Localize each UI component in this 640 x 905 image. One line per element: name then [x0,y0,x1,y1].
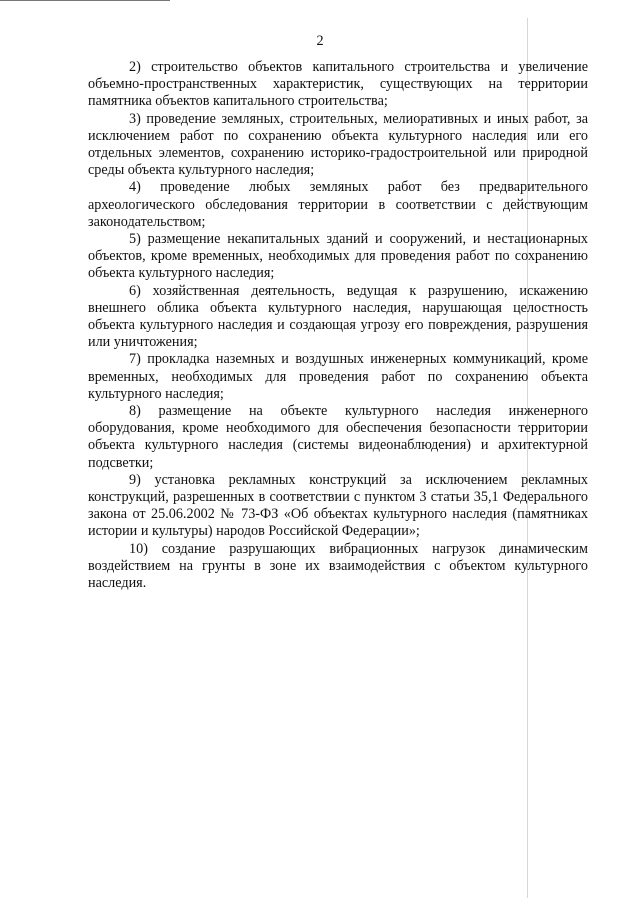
page-number: 2 [316,33,324,49]
paragraph-item-7: 7) прокладка наземных и воздушных инженерных коммуникаций, кроме временных, необходимых для проведения работ по сохранению объекта культурного наследия; [88,351,588,402]
paragraph-item-5: 5) размещение некапитальных зданий и сооружений, и нестационарных объектов, кроме временных, необходимых для проведения работ по сохранению объекта культурного наследия; [88,231,588,282]
paragraph-item-10: 10) создание разрушающих вибрационных нагрузок динамическим воздействием на грунты в зоне их взаимодействия с объектом культурного наследия. [88,540,588,592]
top-rule [0,0,170,1]
paragraph-item-4: 4) проведение любых земляных работ без предварительного археологического обследования территории в соответствии с действующим законодательством; [88,179,588,230]
paragraph-item-9: 9) установка рекламных конструкций за исключением рекламных конструкций, разрешенных в соответствии с пунктом 3 статьи 35,1 Федерального закона от 25.06.2002 № 73-ФЗ «Об объектах культурного наследия (памятниках истории и культуры) народов Российской Федерации»; [88,471,588,540]
paragraph-item-2: 2) строительство объектов капитального строительства и увеличение объемно-пространственных характеристик, существующих на территории памятника объектов капитального строительства; [88,59,588,110]
paragraph-item-6: 6) хозяйственная деятельность, ведущая к разрушению, искажению внешнего облика объекта культурного наследия, нарушающая целостность объекта культурного наследия и создающая угрозу его повреждения, разрушения или уничтожения; [88,282,588,351]
paragraph-item-8: 8) размещение на объекте культурного наследия инженерного оборудования, кроме необходимого для обеспечения безопасности территории объекта культурного наследия (системы видеонаблюдения) и архитектурной подсветки; [88,403,588,471]
paragraph-item-3: 3) проведение земляных, строительных, мелиоративных и иных работ, за исключением работ по сохранению объекта культурного наследия или его отдельных элементов, сохранению историко-градостроительной или природной среды объекта культурного наследия; [88,110,588,179]
document-body [88,59,588,592]
